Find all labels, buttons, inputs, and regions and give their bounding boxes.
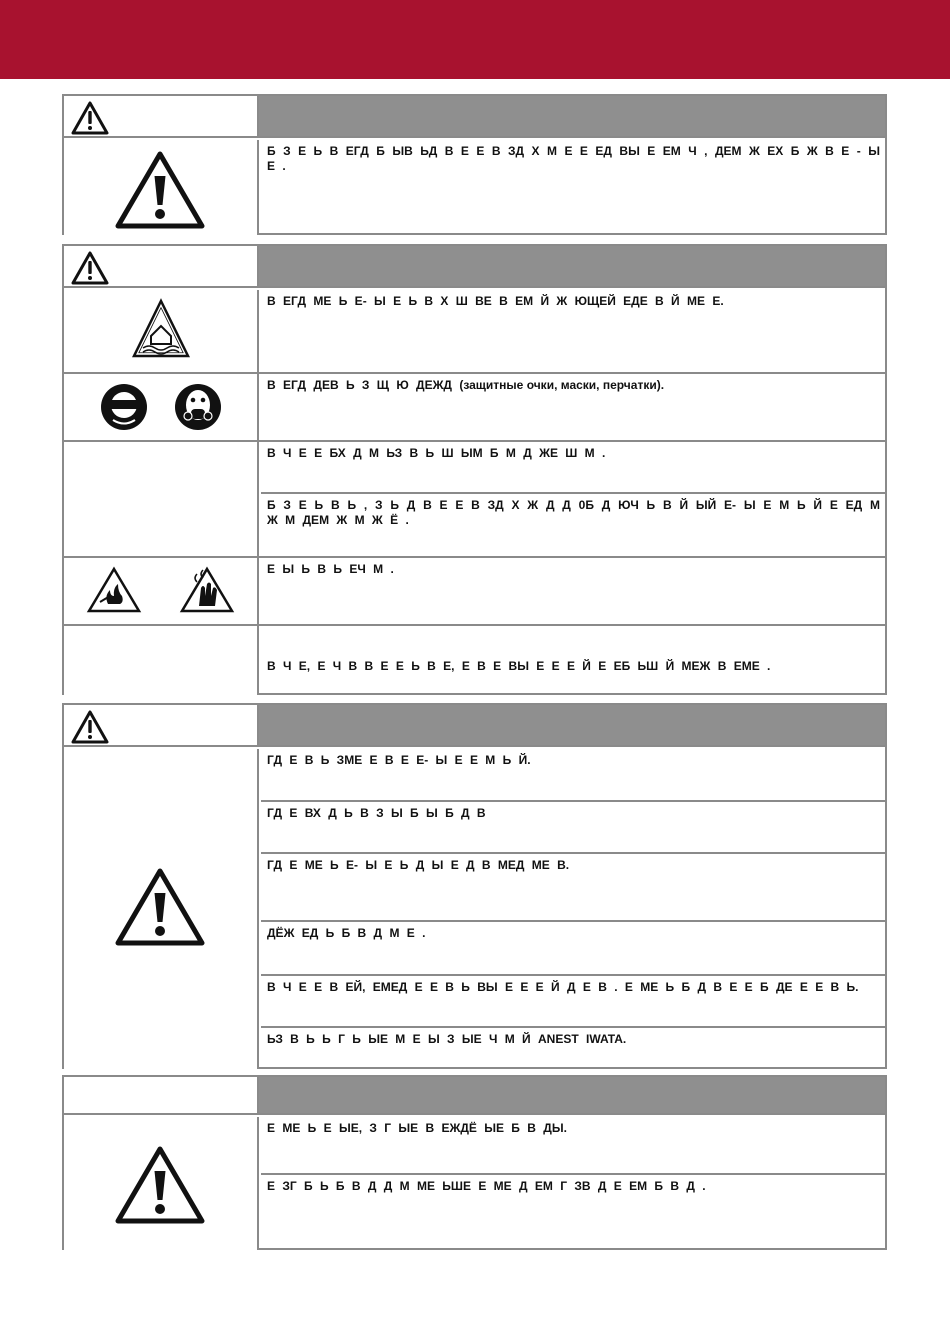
warning-text: Е МЕ Ь Е ЫЕ, З Г ЫЕ В ЕЖДЁ ЫЕ Б В ДЫ. <box>267 1121 567 1135</box>
warning-text: ГД Е МЕ Ь Е- Ы Е Ь Д Ы Е Д В МЕД МЕ В. <box>267 858 570 872</box>
warning-text: В Ч Е, Е Ч В В Е Е Ь В Е, Е В Е ВЫ Е Е Е Й Е ЕБ ЬШ Й МЕЖ В ЕМЕ . <box>267 659 771 673</box>
warning-text: Е ЗГ Б Ь Б В Д Д М МЕ ЬШЕ Е МЕ Д ЕМ Г ЗВ Д Е ЕМ Б В Д . <box>267 1179 706 1193</box>
section-header <box>64 1077 885 1115</box>
warning-text: ДЁЖ ЕД Ь Б В Д М Е . <box>267 926 426 940</box>
respirator-mask-icon <box>174 383 222 431</box>
explosive-atmosphere-icon <box>131 298 191 360</box>
warning-section-2 <box>62 244 887 695</box>
warning-text: В Ч Е Е В ЕЙ, ЕМЕД Е Е В Ь ВЫ Е Е Е Й Д Е В . Е МЕ Ь Б Д В Е Е Б ДЕ Е Е В Ь. <box>267 980 859 994</box>
header-bar <box>0 0 950 79</box>
warning-text: ЬЗ В Ь Ь Г Ь ЫЕ М Е Ы З ЫЕ Ч М Й ANEST IWATA. <box>267 1032 627 1046</box>
warning-text: Е Ы Ь В Ь ЕЧ М . <box>267 562 394 576</box>
warning-text: ГД Е В Ь ЗМЕ Е В Е Е- Ы Е Е М Ь Й. <box>267 753 531 767</box>
hot-surface-warning-icon <box>179 566 235 614</box>
goggles-icon <box>100 383 148 431</box>
section-header <box>64 705 885 747</box>
warning-triangle-icon <box>114 867 206 947</box>
warning-section-3 <box>62 703 887 1069</box>
warning-text: ГД Е ВХ Д Ь В З Ы Б Ы Б Д В <box>267 806 486 820</box>
warning-text: В Ч Е Е БХ Д М ЬЗ В Ь Ш ЫМ Б М Д ЖЕ Ш М . <box>267 446 606 460</box>
section-header <box>64 246 885 288</box>
protective-clothing-text: В ЕГД ДЕВ Ь З Щ Ю ДЕЖД (защитные очки, маски, перчатки). <box>267 378 665 392</box>
warning-section-4 <box>62 1075 887 1250</box>
warning-small-icon <box>70 250 110 286</box>
warning-section-1 <box>62 94 887 235</box>
section-header <box>64 96 885 138</box>
warning-text: Б З Е Ь В Ь , З Ь Д В Е Е В ЗД Х Ж Д Д 0Б Д ЮЧ Ь В Й ЫЙ Е- Ы Е М Ь Й Е ЕД М Ж М ДЕМ Ж М Ж Ё . <box>267 498 880 527</box>
warning-small-icon <box>70 709 110 745</box>
flammable-warning-icon <box>86 566 142 614</box>
warning-triangle-icon <box>114 1145 206 1225</box>
warning-triangle-icon <box>114 150 206 230</box>
warning-text: Б З Е Ь В ЕГД Б ЫВ ЬД В Е Е В ЗД Х М Е Е ЕД ВЫ Е ЕМ Ч , ДЕМ Ж ЕХ Б Ж В Е - Ы Е . <box>267 144 880 173</box>
warning-text: В ЕГД МЕ Ь Е- Ы Е Ь В Х Ш ВЕ В ЕМ Й Ж ЮЩЕЙ ЕДЕ В Й МЕ Е. <box>267 294 724 308</box>
warning-small-icon <box>70 100 110 136</box>
